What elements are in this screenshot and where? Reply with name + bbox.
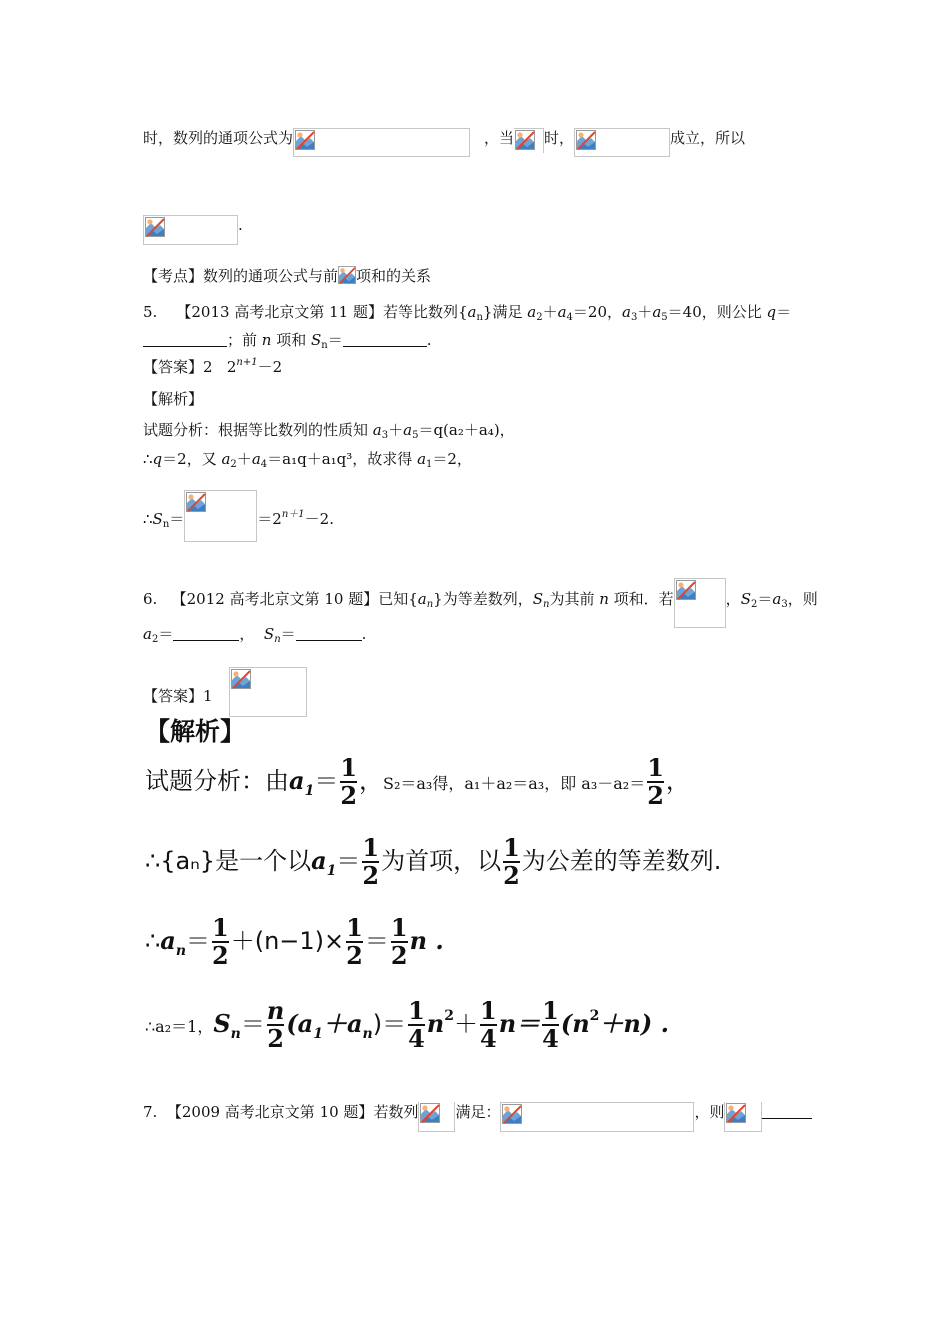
jiexi-5-label: 【解析】 <box>143 390 204 408</box>
formula-image-placeholder <box>574 128 670 157</box>
formula-image-placeholder <box>293 128 470 157</box>
math-var: S <box>311 331 322 349</box>
broken-image-icon <box>726 1103 746 1123</box>
text-segment: 成立，所以 <box>670 129 746 147</box>
text-segment: 数列的通项公式与前 <box>203 267 339 285</box>
math-op: ＝ <box>327 331 343 349</box>
text-segment: ，则 <box>694 1103 725 1121</box>
fraction-one-half: $\frac{1}{2}$ <box>647 753 664 810</box>
broken-image-icon <box>295 130 315 150</box>
fraction-one-half: $\frac{1}{2}$ <box>503 833 520 890</box>
big-analysis-line-1 <box>145 755 690 809</box>
big-analysis-line-3: $\therefore a_n=$ $\frac{1}{2}$ ＋(n−1)× $\frac{1}{2}$ ＝ $\frac{1}{2}$ n . <box>145 913 444 970</box>
fraction-one-half: $\frac{1}{2}$ <box>390 913 408 970</box>
answer-5-line <box>143 357 282 377</box>
text-segment: 为公差的等差数列. <box>521 847 722 875</box>
math-sub: 5 <box>661 312 668 323</box>
math-var: n <box>599 590 609 608</box>
text-segment: 满足： <box>455 1103 501 1121</box>
math-var: a <box>557 303 567 321</box>
text-segment: ∴ <box>143 450 153 468</box>
answer-blank <box>296 626 362 641</box>
math-var: n <box>261 331 272 349</box>
broken-image-icon <box>576 130 596 150</box>
math-sub: n <box>476 312 483 323</box>
math-var: q <box>152 450 163 468</box>
big-analysis-heading: 【解析】 <box>145 717 246 746</box>
math-op: ＝ <box>314 767 339 795</box>
formula-image-placeholder <box>184 490 257 542</box>
answer-6-line <box>143 667 307 717</box>
answer-label: 【答案】 <box>143 358 204 376</box>
math-op: ＝ <box>186 927 211 955</box>
broken-image-icon <box>676 580 696 600</box>
text-segment: 已知{ <box>378 590 418 608</box>
math-op: ＝ <box>169 510 185 528</box>
para-continued-line-1 <box>143 128 745 157</box>
formula-image-placeholder <box>514 128 544 153</box>
text-segment: n＝ <box>498 1009 541 1038</box>
text-segment: －2. <box>304 510 334 528</box>
text-segment: 试题分析：根据等比数列的性质知 <box>143 421 373 439</box>
math-op: ＝ <box>336 847 361 875</box>
text-segment: ， <box>725 590 741 608</box>
text-segment: a₁＋a₂＝a₃，即 a₃－a₂＝ <box>464 774 646 793</box>
formula-image-placeholder <box>143 215 238 245</box>
text-segment: ，则 <box>787 590 818 608</box>
broken-image-icon <box>338 266 356 284</box>
fraction-one-half: $\frac{1}{2}$ <box>362 833 380 890</box>
question-source: 【2009 高考北京文第 10 题】 <box>166 1103 374 1121</box>
fraction-one-quarter: $\frac{1}{4}$ <box>408 996 425 1053</box>
text-segment: 若等比数列{ <box>382 303 468 321</box>
broken-image-icon <box>420 1103 440 1123</box>
math-var: a <box>622 303 631 321</box>
analysis-5-line-3 <box>143 490 334 542</box>
fraction-one-half: $\frac{1}{2}$ <box>340 753 358 810</box>
text-segment: . <box>426 331 432 349</box>
math-op: ＝ <box>158 625 174 643</box>
math-var: a <box>652 303 662 321</box>
answer-blank <box>143 332 227 347</box>
math-op: ＝ <box>364 927 389 955</box>
question-7-line <box>143 1102 812 1132</box>
text-segment: 时，数列的通项公式为 <box>143 129 294 147</box>
math-var: a <box>527 303 537 321</box>
answer-label: 【答案】 <box>143 687 204 705</box>
question-6-line-2: $a_2=$ ， $S_n=$ . <box>143 625 367 645</box>
text-segment: ＝2，又 <box>162 450 222 468</box>
text-segment: ，当 <box>484 129 515 147</box>
text-segment: 为首项，以 <box>381 847 502 875</box>
math-op: ＝ <box>757 590 773 608</box>
text-segment: 为其前 <box>549 590 600 608</box>
text-segment: S₂＝a₃得， <box>383 774 465 793</box>
big-analysis-line-2: ∴{aₙ}是一个以$a_1=$ $\frac{1}{2}$ 为首项，以 $\frac{1}{2}$ 为公差的等差数列. <box>145 833 722 890</box>
fraction-n-over-2: $\frac{n}{2}$ <box>266 996 285 1053</box>
question-number: 5. <box>143 303 158 321</box>
text-segment: 项和．若 <box>608 590 674 608</box>
text-segment: ∴ <box>145 927 161 955</box>
text-segment: ；前 <box>227 331 262 349</box>
question-number: 7. <box>143 1103 158 1121</box>
text-segment: n . <box>409 926 444 955</box>
analysis-5-line-2: ∴q＝2，又 $a_2+a_4=a_1q+a_1q^3$，故求得 $a_1=2$， <box>143 450 472 470</box>
text-segment: . <box>361 625 367 643</box>
question-5-line-2 <box>143 330 432 350</box>
math-op: )＝ <box>372 1010 407 1038</box>
math-var: a <box>467 303 477 321</box>
text-segment: ＝20， <box>572 303 622 321</box>
fraction-one-quarter: $\frac{1}{4}$ <box>542 996 559 1053</box>
answer-value: －2 <box>257 358 283 376</box>
text-segment: 时， <box>544 129 575 147</box>
text-segment: ， <box>665 767 690 795</box>
text-segment: ，故求得 <box>352 450 418 468</box>
math-op: ＝ <box>240 1010 265 1038</box>
question-5-line-1 <box>143 302 791 322</box>
math-sub: n <box>162 519 170 530</box>
formula-image-placeholder <box>418 1102 455 1132</box>
answer-value: 1 <box>203 687 213 705</box>
text-segment: }满足 <box>482 303 528 321</box>
formula-image-placeholder <box>229 667 307 717</box>
formula-image-placeholder <box>674 578 726 628</box>
answer-value: 2 <box>226 358 237 376</box>
text-segment: ， <box>359 767 384 795</box>
text-segment: ∴{aₙ}是一个以 <box>145 847 312 875</box>
fraction-one-quarter: $\frac{1}{4}$ <box>480 996 497 1053</box>
formula-image-placeholder <box>500 1102 694 1132</box>
math-op: ＋ <box>637 303 653 321</box>
broken-image-icon <box>231 669 251 689</box>
text-segment: 若数列 <box>373 1103 419 1121</box>
question-source: 【2012 高考北京文第 10 题】 <box>171 590 379 608</box>
fraction-one-half: $\frac{1}{2}$ <box>346 913 363 970</box>
text-segment: ＝2 <box>257 510 282 528</box>
broken-image-icon <box>515 130 535 150</box>
answer-blank <box>762 1104 812 1119</box>
math-expression: ＝q(a₂＋a₄)， <box>418 421 515 439</box>
math-sub: 4 <box>566 312 573 323</box>
math-var: S <box>152 510 163 528</box>
answer-value: 2 <box>203 358 213 376</box>
math-sup: n＋1 <box>281 509 305 520</box>
kaodian-label: 【考点】 <box>143 267 204 285</box>
broken-image-icon <box>186 492 206 512</box>
math-sub: n <box>321 340 328 351</box>
fraction-one-half: $\frac{1}{2}$ <box>212 913 229 970</box>
math-op: ＝ <box>280 625 296 643</box>
math-var: q <box>766 303 777 321</box>
text-segment: ＝40，则公比 <box>667 303 767 321</box>
text-segment: 试题分析：由 <box>145 767 289 795</box>
formula-image-placeholder <box>724 1102 762 1132</box>
math-expression: ＝a₁q＋a₁q³ <box>267 450 353 468</box>
math-op: ＋ <box>454 1010 478 1038</box>
kaodian-line <box>143 266 431 286</box>
math-sub: 2 <box>536 312 543 323</box>
math-op: ＝ <box>776 303 792 321</box>
answer-blank <box>343 332 427 347</box>
text-segment: 项和 <box>271 331 311 349</box>
analysis-5-line-1: 试题分析：根据等比数列的性质知 $a_3+a_5=q(a_2+a_4)$， <box>143 421 515 441</box>
text-segment: . <box>238 216 243 234</box>
answer-blank <box>173 626 239 641</box>
question-source: 【2013 高考北京文第 11 题】 <box>176 303 383 321</box>
math-var: a <box>289 766 305 795</box>
para-continued-line-2 <box>143 215 243 245</box>
text-segment: 项和的关系 <box>356 267 432 285</box>
text-segment: ＝2， <box>432 450 472 468</box>
math-op: ＋ <box>542 303 558 321</box>
math-sub: 3 <box>630 312 638 323</box>
math-sub: 1 <box>304 783 315 799</box>
question-6-line-1: 6. 【2012 高考北京文第 10 题】已知$\{a_n\}$为等差数列，$S_n$为其前 n 项和．若 ，$S_2=a_3$，则 <box>143 578 818 628</box>
big-analysis-line-4: ∴a₂＝1，$S_n=$ $\frac{n}{2}$ $(a_1+a_n)=$ $\frac{1}{4}$ $n^2+$ $\frac{1}{4}$ n＝ $\frac{1}{4}$ $(n^2+n)$ . <box>145 996 669 1053</box>
question-number: 6. <box>143 590 158 608</box>
text-segment: ， <box>239 625 255 643</box>
text-segment: ＋(n−1)× <box>230 927 345 955</box>
text-segment: ∴ <box>143 510 153 528</box>
broken-image-icon <box>502 1104 522 1124</box>
broken-image-icon <box>145 217 165 237</box>
text-segment: ∴a₂＝1， <box>145 1017 214 1036</box>
text-segment: }为等差数列， <box>433 590 533 608</box>
math-sup: n+1 <box>236 357 258 368</box>
